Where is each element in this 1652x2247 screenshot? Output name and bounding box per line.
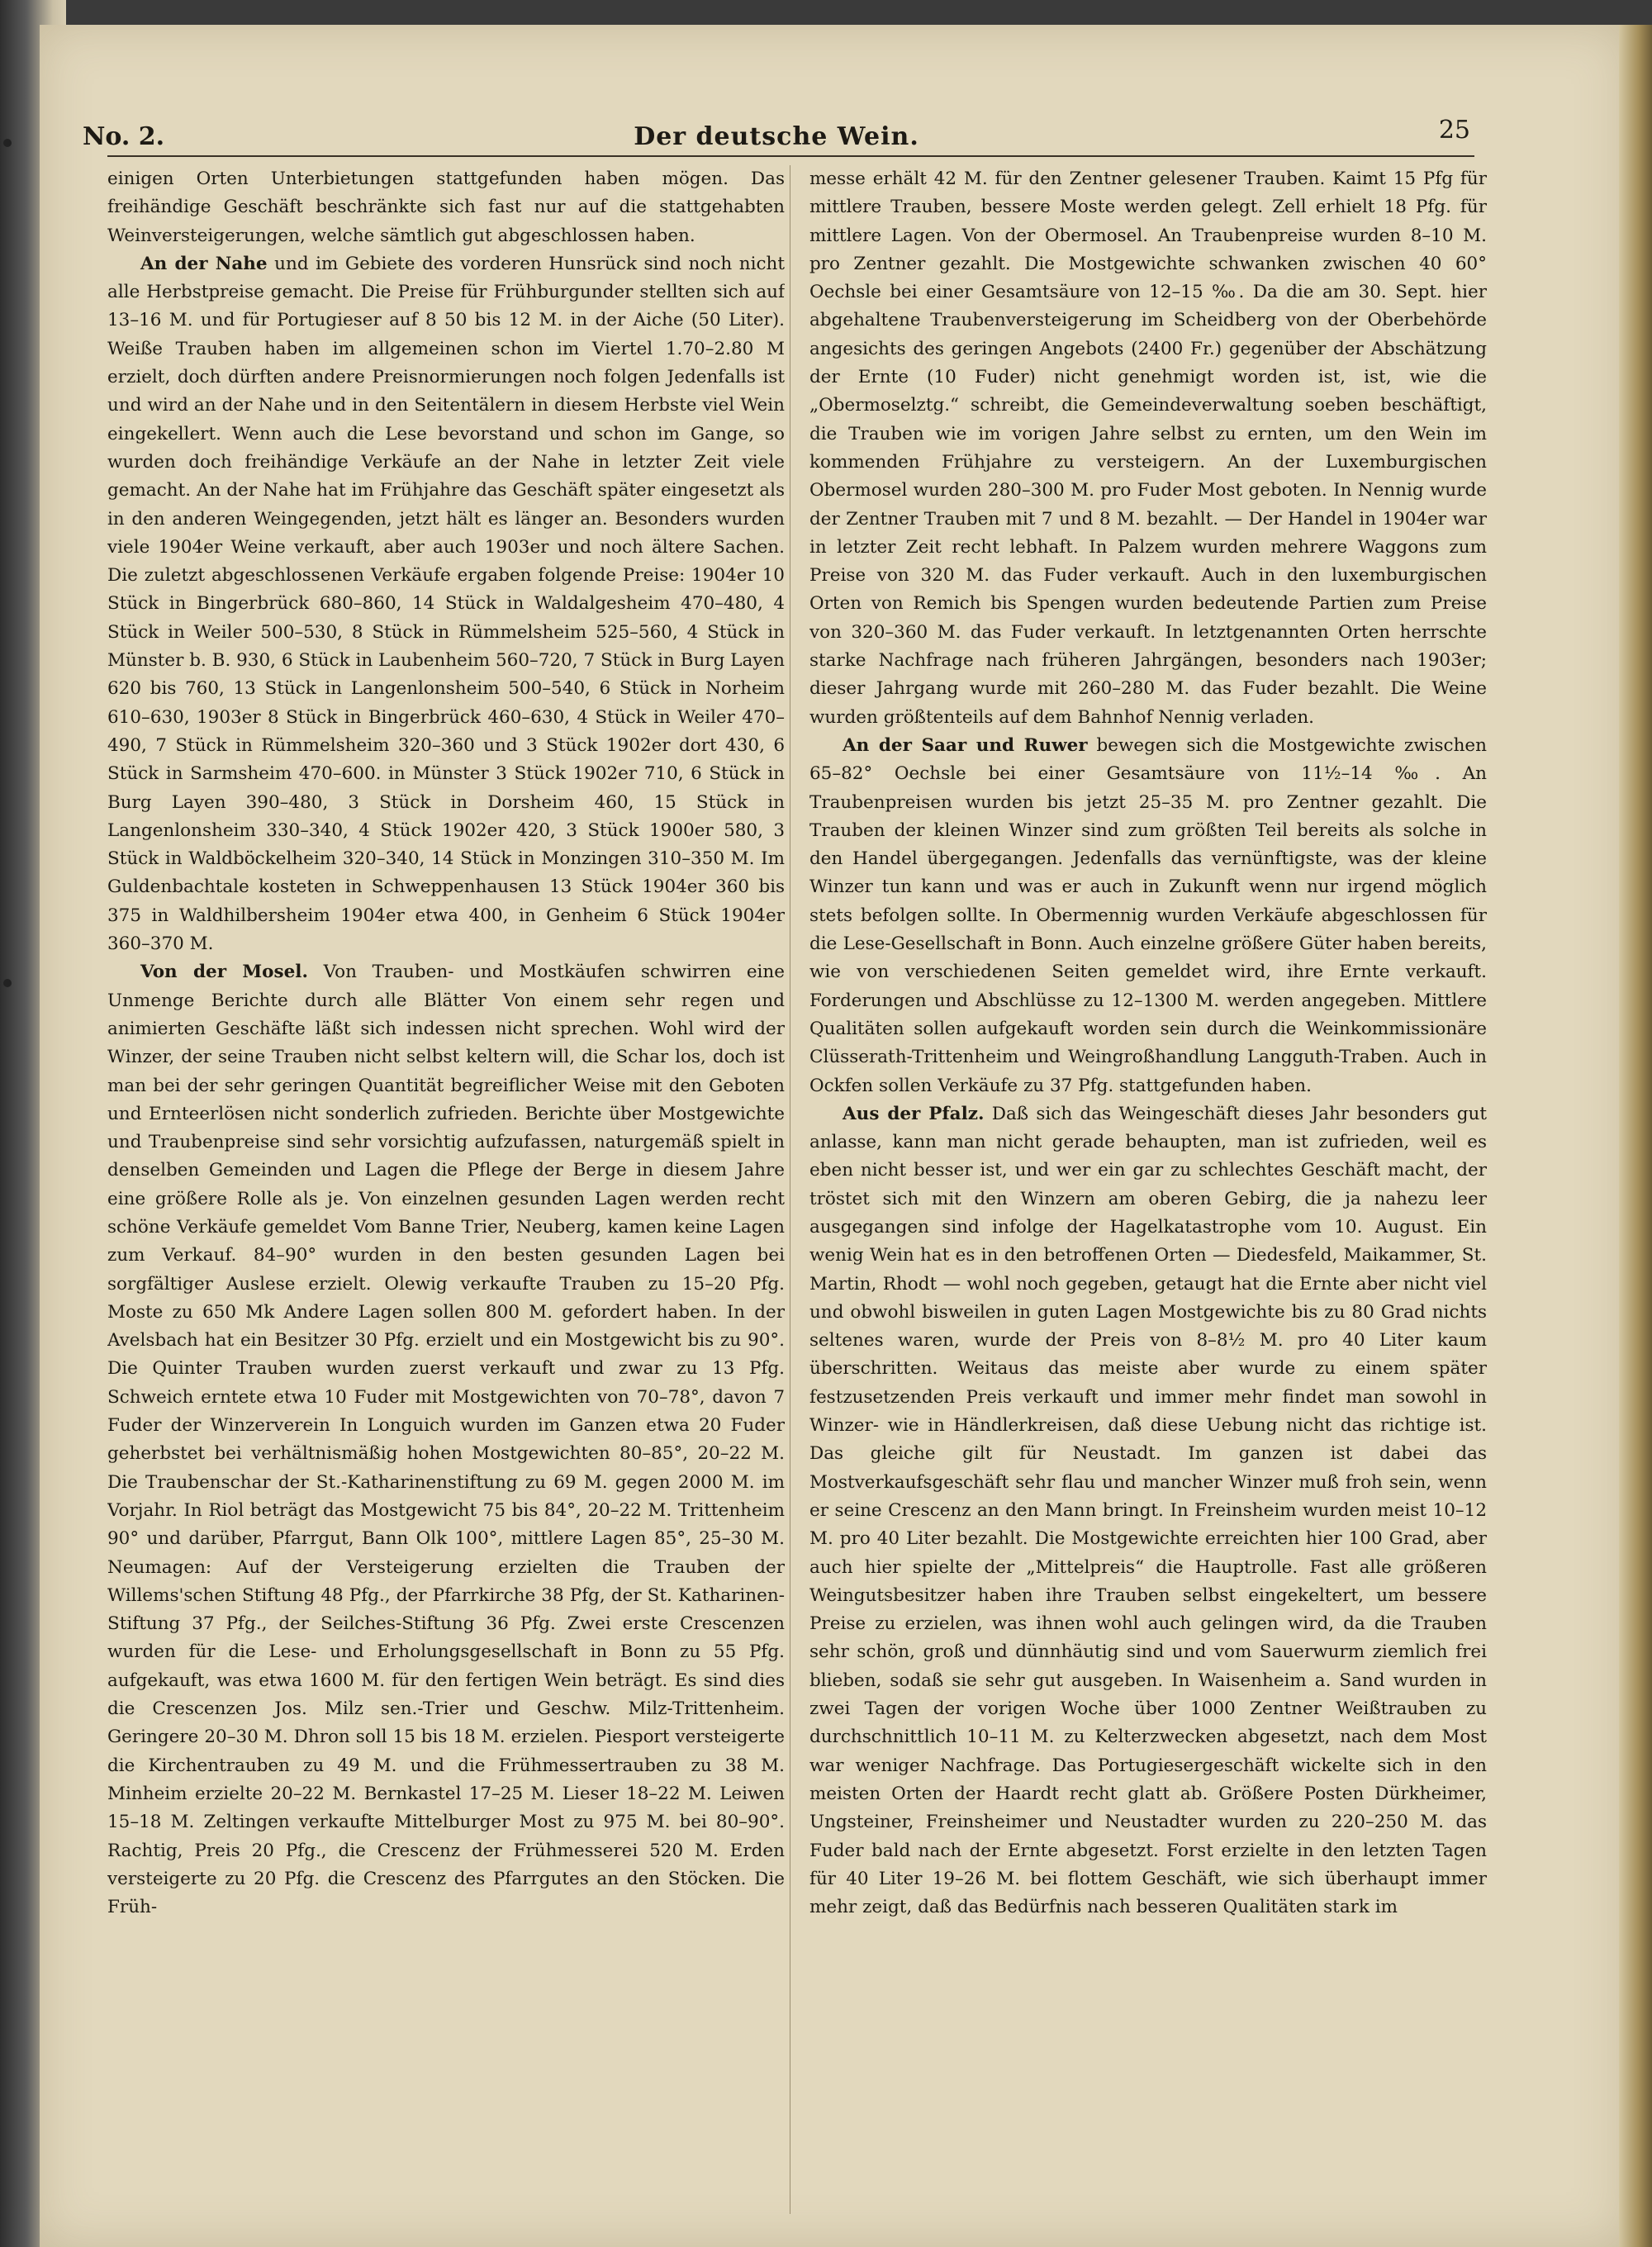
- mosel-text: Von Trauben- und Mostkäufen schwirren eine Unmenge Berichte durch alle Blätter Von einem sehr regen und animierten Geschäfte läßt sich indessen nicht sprechen. Wohl wird der Winzer, der seine Trauben nicht selbst keltern will, die Schar los, doch ist man bei der sehr geringen Quantität begreiflicher Weise mit den Geboten und Ernteerlösen nicht sonderlich zufrieden. Berichte über Mostgewichte und Traubenpreise sind sehr vorsichtig aufzufassen, naturgemäß spielt in denselben Gemeinden und Lagen die Pflege der Berge in diesem Jahre eine größere Rolle als je. Von einzelnen gesunden Lagen werden recht schöne Verkäufe gemeldet Vom Banne Trier, Neuberg, kamen keine Lagen zum Verkauf. 84–90° wurden in den besten gesunden Lagen bei sorgfältiger Auslese erzielt. Olewig verkaufte Trauben zu 15–20 Pfg. Moste zu 650 Mk Andere Lagen sollen 800 M. gefordert haben. In der Avelsbach hat ein Besitzer 30 Pfg. erzielt und ein Mostgewicht bis zu 90°. Die Quinter Trauben wurden zuerst verkauft und zwar zu 13 Pfg. Schweich erntete etwa 10 Fuder mit Mostgewichten von 70–78°, davon 7 Fuder der Winzerverein In Longuich wurden im Ganzen etwa 20 Fuder geherbstet bei verhältnismäßig hohen Mostgewichten 80–85°, 20–22 M. Die Traubenschar der St.-Katharinenstiftung zu 69 M. gegen 2000 M. im Vorjahr. In Riol beträgt das Mostgewicht 75 bis 84°, 20–22 M. Trittenheim 90° und darüber, Pfarrgut, Bann Olk 100°, mittlere Lagen 85°, 25–30 M. Neumagen: Auf der Versteigerung erzielten die Trauben der Willems'schen Stiftung 48 Pfg., der Pfarrkirche 38 Pfg, der St. Katharinen-Stiftung 37 Pfg., der Seilches-Stiftung 36 Pfg. Zwei erste Crescenzen wurden für die Lese- und Erholungsgesellschaft in Bonn zu 55 Pfg. aufgekauft, was etwa 1600 M. für den fertigen Wein beträgt. Es sind dies die Crescenzen Jos. Milz sen.-Trier und Geschw. Milz-Trittenheim. Geringere 20–30 M. Dhron soll 15 bis 18 M. erzielen. Piesport versteigerte die Kirchentrauben zu 49 M. und die Frühmessertrauben zu 38 M. Minheim erzielte 20–22 M. Bernkastel 17–25 M. Lieser 18–22 M. Leiwen 15–18 M. Zeltingen verkaufte Mittelburger Most zu 975 M. bei 80–90°. Rachtig, Preis 20 Pfg., die Crescenz der Frühmesserei 520 M. Erden versteigerte zu 20 Pfg. die Crescenz des Pfarrgutes an den Stöcken. Die Früh-: [107, 962, 785, 1918]
- nahe-paragraph: [107, 250, 785, 958]
- left-column: [107, 165, 785, 2214]
- pfalz-paragraph: [809, 1100, 1487, 1922]
- saar-paragraph: [809, 732, 1487, 1100]
- saar-heading: An der Saar und Ruwer: [843, 734, 1088, 756]
- publication-title: Der deutsche Wein.: [634, 122, 919, 151]
- mosel-paragraph: [107, 958, 785, 1922]
- pfalz-heading: Aus der Pfalz.: [843, 1103, 985, 1124]
- issue-number: No. 2.: [83, 122, 165, 151]
- page-number: 25: [1438, 116, 1470, 145]
- margin-mark: [3, 139, 12, 147]
- pfalz-text: Daß sich das Weingeschäft dieses Jahr besonders gut anlasse, kann man nicht gerade behaupten, man ist zufrieden, weil es eben nicht besser ist, und wer ein gar zu schlechtes Geschäft macht, der tröstet sich mit den Winzern am oberen Gebirg, die ja nahezu leer ausgegangen sind infolge der Hagelkatastrophe vom 10. August. Ein wenig Wein hat es in den betroffenen Orten — Diedesfeld, Maikammer, St. Martin, Rhodt — wohl noch gegeben, getaugt hat die Ernte aber nicht viel und obwohl bisweilen in guten Lagen Mostgewichte bis zu 80 Grad nichts seltenes waren, wurde der Preis von 8–8½ M. pro 40 Liter kaum überschritten. Weitaus das meiste aber wurde zu einem später festzusetzenden Preis verkauft und immer mehr findet man sowohl in Winzer- wie in Händlerkreisen, daß diese Uebung nicht das richtige ist. Das gleiche gilt für Neustadt. Im ganzen ist dabei das Mostverkaufsgeschäft sehr flau und mancher Winzer muß froh sein, wenn er seine Crescenz an den Mann bringt. In Freinsheim wurden meist 10–12 M. pro 40 Liter bezahlt. Die Mostgewichte erreichten hier 100 Grad, aber auch hier spielte der „Mittelpreis“ die Hauptrolle. Fast alle größeren Weingutsbesitzer haben ihre Trauben selbst eingekeltert, um bessere Preise zu erzielen, was ihnen wohl auch gelingen wird, da die Trauben sehr schön, groß und dünnhäutig sind und vom Sauerwurm ziemlich frei blieben, sodaß sie sehr gut ausgeben. In Waisenheim a. Sand wurden in zwei Tagen der vorigen Woche über 1000 Zentner Weißtrauben zu durchschnittlich 10–11 M. zu Kelterzwecken abgesetzt, nach dem Most war weniger Nachfrage. Das Portugiesergeschäft wickelte sich in den meisten Orten der Haardt recht glatt ab. Größere Posten Dürkheimer, Ungsteiner, Freinsheimer und Neustadter wurden zu 220–250 M. das Fuder bald nach der Ernte abgesetzt. Forst erzielte in den letzten Tagen für 40 Liter 19–26 M. bei flottem Geschäft, wie sich überhaupt immer mehr zeigt, daß das Bedürfnis nach besseren Qualitäten stark im: [809, 1103, 1487, 1918]
- page-header: [83, 116, 1470, 157]
- saar-text: bewegen sich die Mostgewichte zwischen 65–82° Oechsle bei einer Gesamtsäure von 11½–14 ‰. An Traubenpreisen wurden bis jetzt 25–35 M. pro Zentner gezahlt. Die Trauben der kleinen Winzer sind zum größten Teil bereits als solche in den Handel übergegangen. Jedenfalls das vernünftigste, was der kleine Winzer tun kann und was er auch in Zukunft wenn nur irgend möglich stets befolgen sollte. In Obermennig wurden Verkäufe abgeschlossen für die Lese-Gesellschaft in Bonn. Auch einzelne größere Güter haben bereits, wie von verschiedenen Seiten gemeldet wird, ihre Ernte verkauft. Forderungen und Abschlüsse zu 12–1300 M. werden angegeben. Mittlere Qualitäten sollen aufgekauft worden sein durch die Weinkommissionäre Clüsserath-Trittenheim und Weingroßhandlung Langguth-Traben. Auch in Ockfen sollen Verkäufe zu 37 Pfg. stattgefunden haben.: [809, 734, 1487, 1096]
- nahe-heading: An der Nahe: [140, 253, 268, 274]
- right-column: [809, 165, 1487, 2214]
- header-rule: [107, 155, 1474, 157]
- page-edge: [1619, 25, 1652, 2247]
- intro-paragraph: einigen Orten Unterbietungen stattgefunden haben mögen. Das freihändige Geschäft beschränkte sich fast nur auf die stattgehabten Weinversteigerungen, welche sämtlich gut abgeschlossen haben.: [107, 169, 785, 246]
- mosel-heading: Von der Mosel.: [140, 962, 308, 983]
- mosel-continued-paragraph: messe erhält 42 M. für den Zentner gelesener Trauben. Kaimt 15 Pfg für mittlere Trauben, bessere Moste werden gelegt. Zell erhielt 18 Pfg. für mittlere Lagen. Von der Obermosel. An Traubenpreise wurden 8–10 M. pro Zentner gezahlt. Die Mostgewichte schwanken zwischen 40 60° Oechsle bei einer Gesamtsäure von 12–15 ‰. Da die am 30. Sept. hier abgehaltene Traubenversteigerung im Scheidberg von der Oberbehörde angesichts des geringen Angebots (2400 Fr.) gegenüber der Abschätzung der Ernte (10 Fuder) nicht genehmigt worden ist, ist, wie die „Obermoselztg.“ schreibt, die Gemeindeverwaltung soeben beschäftigt, die Trauben wie im vorigen Jahre selbst zu ernten, um den Wein im kommenden Frühjahre zu versteigern. An der Luxemburgischen Obermosel wurden 280–300 M. pro Fuder Most geboten. In Nennig wurde der Zentner Trauben mit 7 und 8 M. bezahlt. — Der Handel in 1904er war in letzter Zeit recht lebhaft. In Palzem wurden mehrere Waggons zum Preise von 320 M. das Fuder verkauft. Auch in den luxemburgischen Orten von Remich bis Spengen wurden bedeutende Partien zum Preise von 320–360 M. das Fuder verkauft. In letztgenannten Orten herrschte starke Nachfrage nach früheren Jahrgängen, besonders nach 1903er; dieser Jahrgang wurde mit 260–280 M. das Fuder bezahlt. Die Weine wurden größtenteils auf dem Bahnhof Nennig verladen.: [809, 169, 1487, 728]
- nahe-text: und im Gebiete des vorderen Hunsrück sind noch nicht alle Herbstpreise gemacht. Die Preise für Frühburgunder stellten sich auf 13–16 M. und für Portugieser auf 8 50 bis 12 M. in der Aiche (50 Liter). Weiße Trauben haben im allgemeinen schon im Viertel 1.70–2.80 M erzielt, doch dürften andere Preisnormierungen noch folgen Jedenfalls ist und wird an der Nahe und in den Seitentälern in diesem Herbste viel Wein eingekellert. Wenn auch die Lese bevorstand und schon im Gange, so wurden doch freihändige Verkäufe an der Nahe in letzter Zeit viele gemacht. An der Nahe hat im Frühjahre das Geschäft später eingesetzt als in den anderen Weingegenden, jetzt hält es länger an. Besonders wurden viele 1904er Weine verkauft, aber auch 1903er und noch ältere Sachen. Die zuletzt abgeschlossenen Verkäufe ergaben folgende Preise: 1904er 10 Stück in Bingerbrück 680–860, 14 Stück in Waldalgesheim 470–480, 4 Stück in Weiler 500–530, 8 Stück in Rümmelsheim 525–560, 4 Stück in Münster b. B. 930, 6 Stück in Laubenheim 560–720, 7 Stück in Burg Layen 620 bis 760, 13 Stück in Langenlonsheim 500–540, 6 Stück in Norheim 610–630, 1903er 8 Stück in Bingerbrück 460–630, 4 Stück in Weiler 470–490, 7 Stück in Rümmelsheim 320–360 und 3 Stück 1902er dort 430, 6 Stück in Sarmsheim 470–600. in Münster 3 Stück 1902er 710, 6 Stück in Burg Layen 390–480, 3 Stück in Dorsheim 460, 15 Stück in Langenlonsheim 330–340, 4 Stück 1902er 420, 3 Stück 1900er 580, 3 Stück in Waldböckelheim 320–340, 14 Stück in Monzingen 310–350 M. Im Guldenbachtale kosteten in Schweppenhausen 13 Stück 1904er 360 bis 375 in Waldhilbersheim 1904er etwa 400, in Genheim 6 Stück 1904er 360–370 M.: [107, 253, 785, 955]
- margin-mark: [3, 979, 12, 987]
